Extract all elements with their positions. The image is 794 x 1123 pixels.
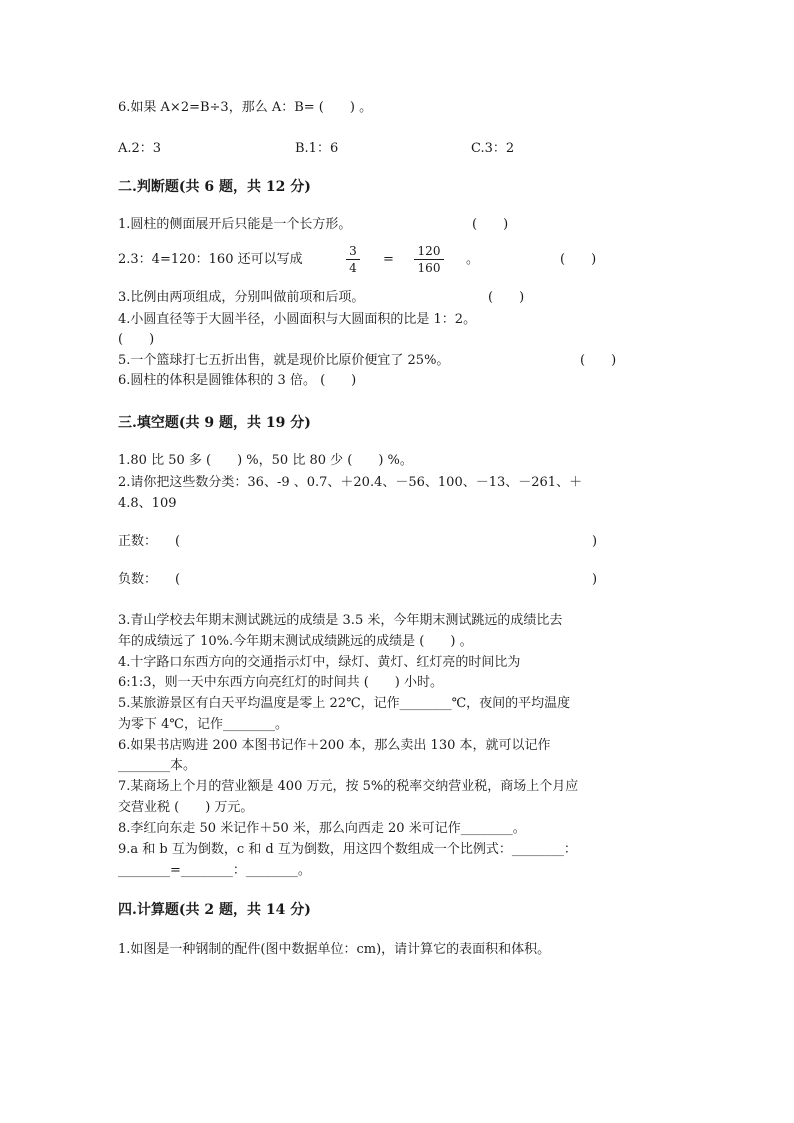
- fill-q8: 8.李红向东走 50 米记作＋50 米，那么向西走 20 米可记作________。: [118, 821, 526, 836]
- fill-q3-line2: 年的成绩远了 10%.今年期末测试成绩跳远的成绩是 ( ) 。: [118, 634, 473, 649]
- positive-label: 正数：: [118, 534, 158, 549]
- fill-q2-line1: 2.请你把这些数分类：36、-9 、0.7、＋20.4、－56、100、－13、－261、＋: [118, 475, 583, 490]
- judge-q3-blank: ( ): [488, 290, 525, 305]
- fraction-numerator: 120: [417, 244, 441, 258]
- option-a: A.2：3: [118, 141, 162, 156]
- fraction-denominator: 4: [349, 261, 357, 275]
- fill-q9-line1: 9.a 和 b 互为倒数，c 和 d 互为倒数，用这四个数组成一个比例式：________：: [118, 842, 577, 857]
- fill-q5-line2: 为零下 4℃，记作________。: [118, 717, 288, 732]
- fill-q6-line1: 6.如果书店购进 200 本图书记作＋200 本，那么卖出 130 本，就可以记作: [118, 738, 551, 753]
- judge-q1-blank: ( ): [472, 217, 509, 232]
- negative-open-paren: (: [175, 572, 181, 587]
- calc-q1: 1.如图是一种钢制的配件(图中数据单位：cm)，请计算它的表面积和体积。: [118, 942, 551, 957]
- fraction-numerator: 3: [349, 244, 357, 258]
- fraction-3-4: [346, 244, 360, 275]
- judge-q4-blank: ( ): [118, 332, 155, 347]
- fill-q7-line2: 交营业税 ( ) 万元。: [118, 800, 254, 815]
- fill-q4-line1: 4.十字路口东西方向的交通指示灯中，绿灯、黄灯、红灯亮的时间比为: [118, 655, 521, 670]
- q6-stem: 6.如果 A×2=B÷3，那么 A：B= ( ) 。: [118, 100, 373, 115]
- equals-sign: =: [383, 252, 394, 267]
- fill-q4-line2: 6:1:3，则一天中东西方向亮红灯的时间共 ( ) 小时。: [118, 675, 443, 690]
- judge-q5: 5.一个篮球打七五折出售，就是现价比原价便宜了 25%。: [118, 353, 450, 368]
- judge-q2: 2.3：4=120：160 还可以写成: [118, 252, 303, 267]
- judge-q2-blank: ( ): [560, 252, 597, 267]
- positive-close-paren: ): [592, 534, 598, 549]
- fill-q3-line1: 3.青山学校去年期末测试跳远的成绩是 3.5 米，今年期末测试跳远的成绩比去: [118, 613, 563, 628]
- negative-label: 负数：: [118, 572, 158, 587]
- fill-q1: 1.80 比 50 多 ( ) %，50 比 80 少 ( ) %。: [118, 453, 413, 468]
- fraction-bar: [346, 259, 360, 260]
- negative-close-paren: ): [592, 572, 598, 587]
- judge-q5-blank: ( ): [580, 353, 617, 368]
- section-3-title: 三.填空题(共 9 题，共 19 分): [118, 415, 311, 431]
- section-4-title: 四.计算题(共 2 题，共 14 分): [118, 902, 311, 918]
- fill-q2-line2: 4.8、109: [118, 496, 177, 511]
- judge-q6: 6.圆柱的体积是圆锥体积的 3 倍。 ( ): [118, 373, 357, 388]
- judge-q3: 3.比例由两项组成，分别叫做前项和后项。: [118, 290, 365, 305]
- fill-q7-line1: 7.某商场上个月的营业额是 400 万元，按 5%的税率交纳营业税，商场上个月应: [118, 779, 579, 794]
- judge-q4: 4.小圆直径等于大圆半径，小圆面积与大圆面积的比是 1：2。: [118, 312, 477, 327]
- fraction-denominator: 160: [417, 261, 441, 275]
- period: 。: [466, 252, 480, 267]
- positive-open-paren: (: [175, 534, 181, 549]
- fraction-120-160: [414, 244, 444, 275]
- fill-q5-line1: 5.某旅游景区有白天平均温度是零上 22℃，记作________℃，夜间的平均温度: [118, 696, 571, 711]
- option-b: B.1：6: [295, 141, 339, 156]
- fraction-bar: [414, 259, 444, 260]
- section-2-title: 二.判断题(共 6 题，共 12 分): [118, 179, 311, 195]
- fill-q6-line2: ________本。: [118, 758, 197, 773]
- option-c: C.3：2: [471, 141, 515, 156]
- fill-q9-line2: ________=________：________。: [118, 863, 311, 878]
- judge-q1: 1.圆柱的侧面展开后只能是一个长方形。: [118, 217, 352, 232]
